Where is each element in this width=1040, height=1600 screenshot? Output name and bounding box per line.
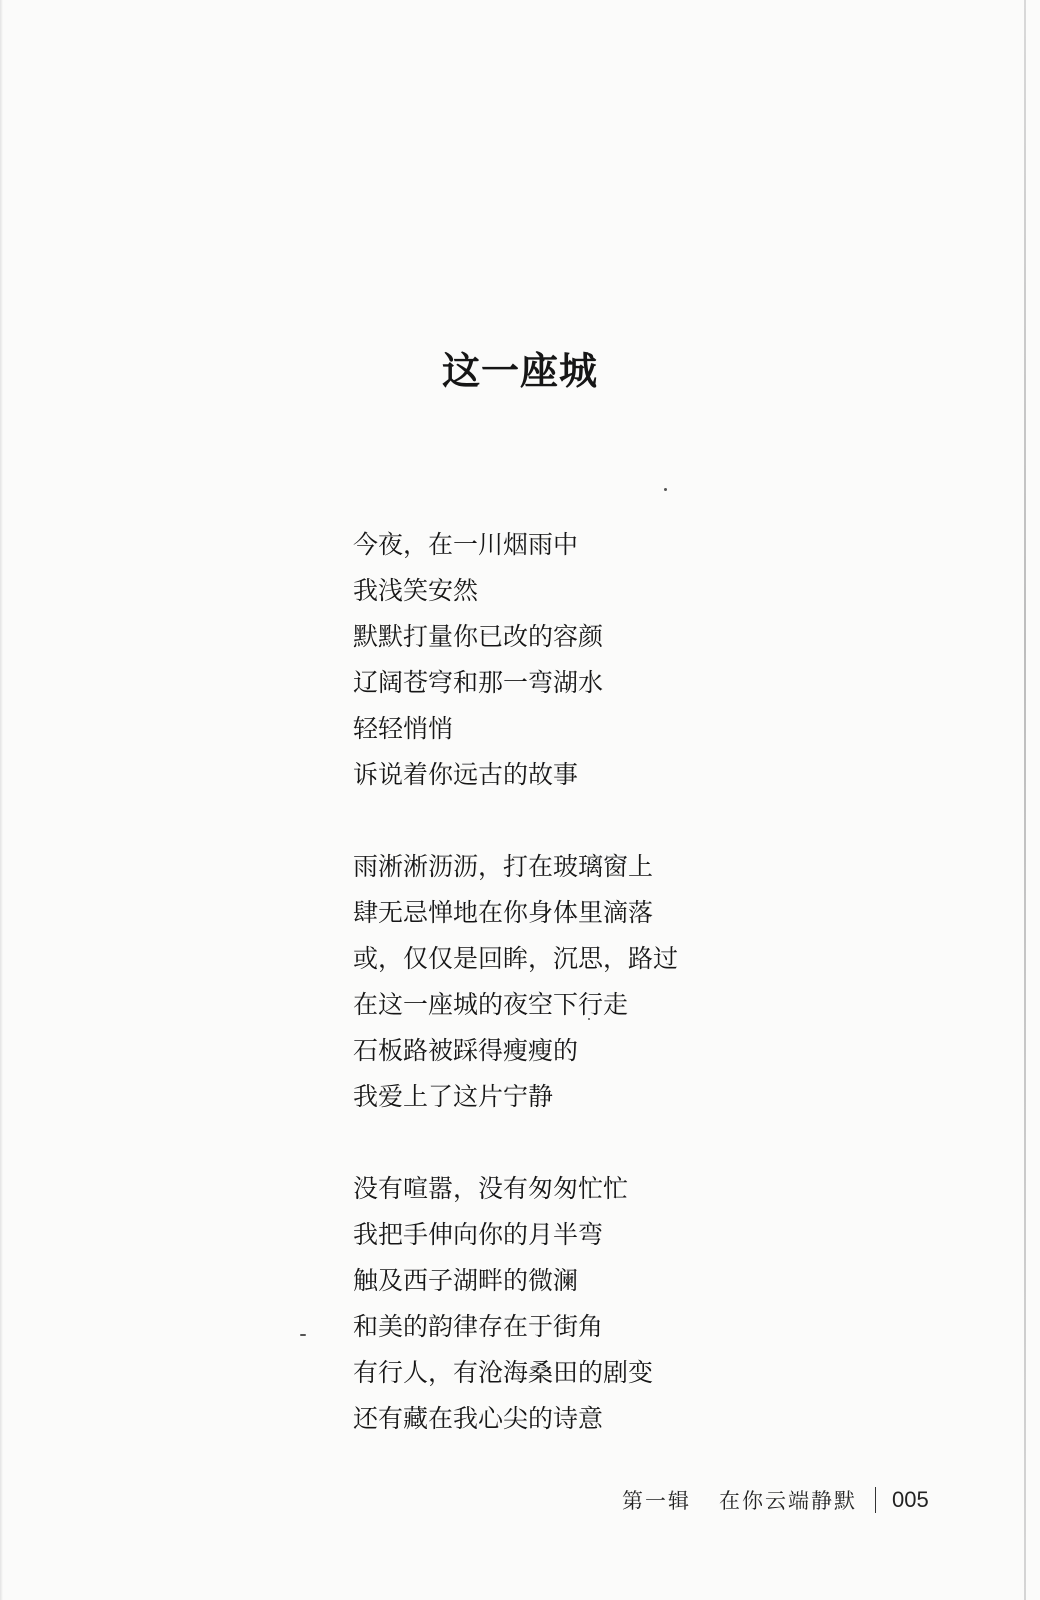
poem-line: 或，仅仅是回眸，沉思，路过: [353, 944, 679, 973]
poem-line: 我浅笑安然: [353, 576, 479, 605]
paper-speck: [300, 1334, 306, 1336]
poem-line: 我爱上了这片宁静: [353, 1082, 554, 1111]
page-edge-left: [0, 0, 3, 1600]
poem-line: 轻轻悄悄: [353, 714, 454, 743]
footer-divider: [875, 1487, 876, 1513]
stanza-1: [353, 522, 913, 798]
poem-line: 没有喧嚣，没有匆匆忙忙: [353, 1174, 629, 1203]
poem-title: 这一座城: [441, 348, 598, 393]
footer-chapter-title: 在你云端静默: [719, 1489, 857, 1513]
poem-line: 触及西子湖畔的微澜: [353, 1266, 579, 1295]
footer-section: 第一辑: [622, 1489, 691, 1513]
poem-line: 有行人，有沧海桑田的剧变: [353, 1358, 654, 1387]
paper-speck: [664, 488, 667, 491]
poem-line: 诉说着你远古的故事: [353, 760, 579, 789]
poem-line: 默默打量你已改的容颜: [353, 622, 604, 651]
stanza-2: [353, 844, 913, 1120]
page-number: 005: [892, 1487, 929, 1512]
poem-line: 还有藏在我心尖的诗意: [353, 1404, 604, 1433]
page-edge-right: [1024, 0, 1026, 1600]
page-footer: [622, 1482, 929, 1518]
poem-line: 雨淅淅沥沥，打在玻璃窗上: [353, 852, 654, 881]
poem-line: 今夜，在一川烟雨中: [353, 530, 579, 559]
poem-line: 在这一座城的夜空下行走: [353, 990, 629, 1019]
poem-line: 和美的韵律存在于街角: [353, 1312, 604, 1341]
stanza-3: [353, 1166, 913, 1442]
poem-line: 石板路被踩得瘦瘦的: [353, 1036, 579, 1065]
poem-line: 肆无忌惮地在你身体里滴落: [353, 898, 654, 927]
poem-line: 辽阔苍穹和那一弯湖水: [353, 668, 604, 697]
poem-line: 我把手伸向你的月半弯: [353, 1220, 604, 1249]
poem-body: [353, 522, 913, 1488]
